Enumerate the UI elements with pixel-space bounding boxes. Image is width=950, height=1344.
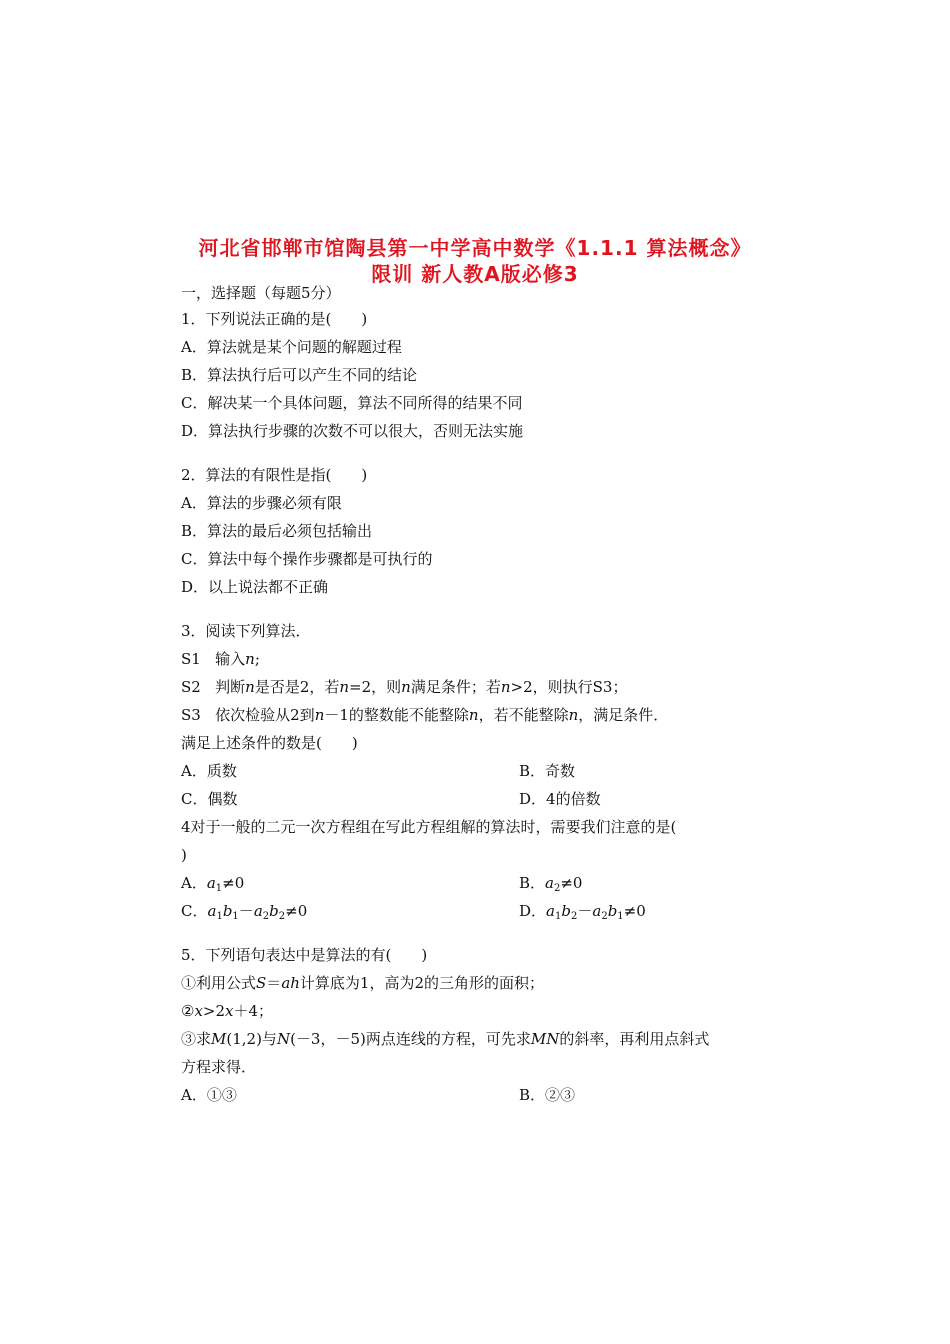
q1-option-d: D．算法执行步骤的次数不可以很大，否则无法实施 (181, 422, 524, 440)
q5-option-b: B．②③ (519, 1086, 576, 1104)
q2-option-c: C．算法中每个操作步骤都是可执行的 (181, 550, 433, 568)
q5-stem: 5．下列语句表达中是算法的有( ) (181, 946, 428, 964)
q3-step3: S3 依次检验从2到n－1的整数能不能整除n，若不能整除n，满足条件． (181, 706, 669, 724)
section-heading: 一，选择题（每题5分） (181, 284, 341, 302)
q4-option-d: D．$a_1b_2-a_2b_1\ne 0$ (519, 902, 646, 922)
q4-option-a: A．$a_1\ne 0$ (181, 874, 245, 894)
q3-question: 满足上述条件的数是( ) (181, 734, 358, 752)
q1-option-a: A．算法就是某个问题的解题过程 (181, 338, 402, 356)
q5-item1: ①利用公式S＝ah计算底为1，高为2的三角形的面积； (181, 974, 545, 992)
q5-option-a: A．①③ (181, 1086, 237, 1104)
q4-option-c: C．$a_1b_1-a_2b_2\ne 0$ (181, 902, 308, 922)
q3-option-a: A．质数 (181, 762, 237, 780)
q2-option-a: A．算法的步骤必须有限 (181, 494, 342, 512)
q5-item2: ②x>2x＋4； (181, 1002, 274, 1020)
q5-item3-cont: 方程求得． (181, 1058, 257, 1076)
q3-step1: S1 输入n; (181, 650, 260, 668)
q1-option-c: C．解决某一个具体问题，算法不同所得的结果不同 (181, 394, 523, 412)
q5-item3: ③求M(1,2)与N(－3，－5)两点连线的方程，可先求MN的斜率，再利用点斜式 (181, 1030, 710, 1048)
q3-step2: S2 判断n是否是2，若n=2，则n满足条件；若n>2，则执行S3； (181, 678, 628, 696)
q2-option-b: B．算法的最后必须包括输出 (181, 522, 373, 540)
q3-option-c: C．偶数 (181, 790, 238, 808)
q1-option-b: B．算法执行后可以产生不同的结论 (181, 366, 418, 384)
q4-option-b: B．$a_2\ne 0$ (519, 874, 583, 894)
q3-stem: 3．阅读下列算法． (181, 622, 311, 640)
q3-option-d: D．4的倍数 (519, 790, 601, 808)
q2-stem: 2．算法的有限性是指( ) (181, 466, 368, 484)
q1-stem: 1．下列说法正确的是( ) (181, 310, 368, 328)
q3-option-b: B．奇数 (519, 762, 576, 780)
document-title-line1: 河北省邯郸市馆陶县第一中学高中数学《1.1.1 算法概念》 (198, 236, 752, 260)
q2-option-d: D．以上说法都不正确 (181, 578, 329, 596)
q4-stem-cont: ) (181, 846, 187, 864)
document-title-line2: 限训 新人教A版必修3 (371, 262, 579, 286)
q4-stem: 4对于一般的二元一次方程组在写此方程组解的算法时，需要我们注意的是( (181, 818, 677, 836)
